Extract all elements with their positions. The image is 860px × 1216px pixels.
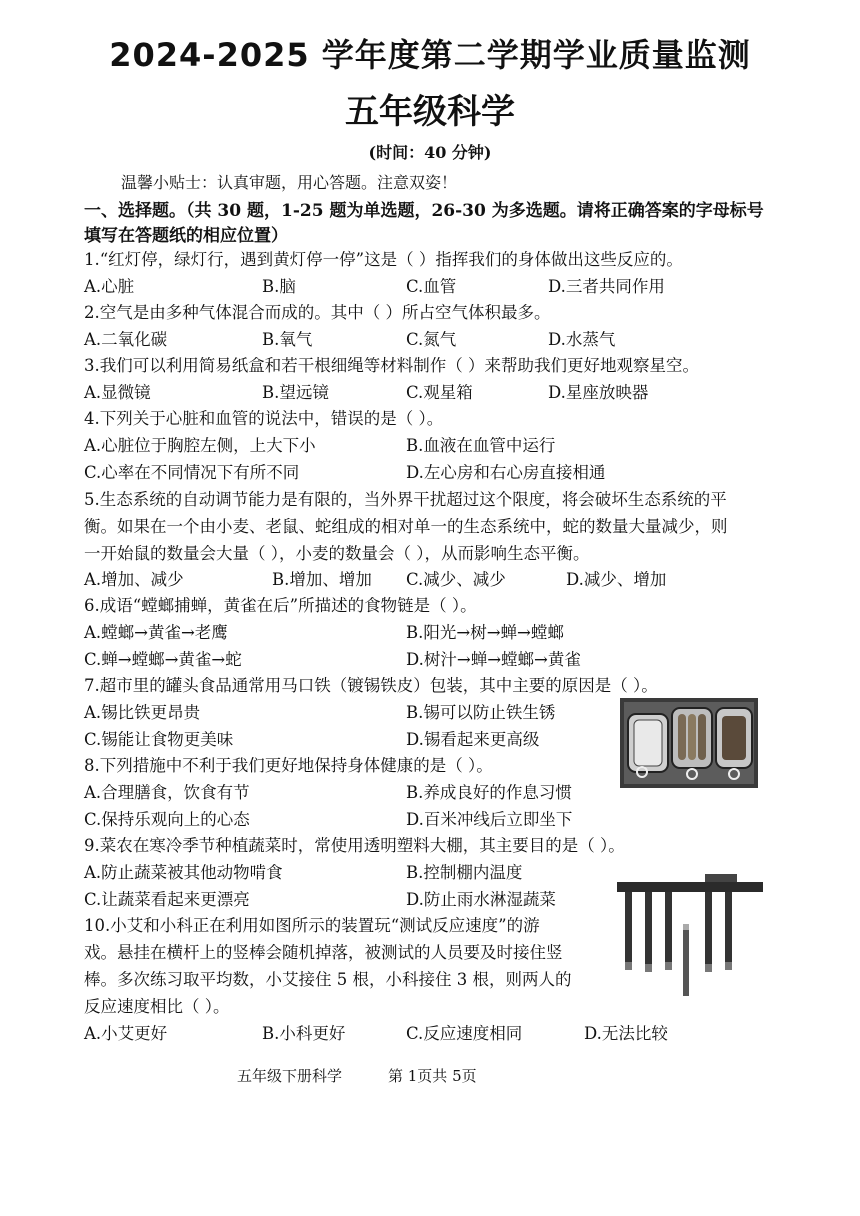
q10-option-b: B.小科更好 (262, 1024, 346, 1043)
section-heading-line2: 填写在答题纸的相应位置） (84, 226, 288, 246)
q1-option-a: A.心脏 (84, 277, 135, 296)
q9-option-a: A.防止蔬菜被其他动物啃食 (84, 863, 283, 882)
q4-option-b: B.血液在血管中运行 (406, 436, 556, 455)
q5-option-a: A.增加、减少 (84, 570, 184, 589)
q3-option-d: D.星座放映器 (548, 383, 649, 402)
q8-option-c: C.保持乐观向上的心态 (84, 810, 250, 829)
q8-option-d: D.百米冲线后立即坐下 (406, 810, 573, 829)
q5-option-d: D.减少、增加 (566, 570, 667, 589)
q2-option-d: D.水蒸气 (548, 330, 616, 349)
question-10-line4: 反应速度相比（ ）。 (84, 997, 230, 1016)
question-3-stem: 3.我们可以利用简易纸盒和若干根细绳等材料制作（ ）来帮助我们更好地观察星空。 (84, 356, 699, 375)
q6-option-a: A.螳螂→黄雀→老鹰 (84, 623, 228, 642)
question-4-stem: 4.下列关于心脏和血管的说法中，错误的是（ ）。 (84, 409, 444, 428)
exam-title: 2024-2025 学年度第二学期学业质量监测 (109, 36, 751, 74)
q1-option-c: C.血管 (406, 277, 457, 296)
exam-time: (时间：40 分钟) (368, 143, 492, 162)
q4-option-d: D.左心房和右心房直接相通 (406, 463, 606, 482)
question-7-stem: 7.超市里的罐头食品通常用马口铁（镀锡铁皮）包装，其中主要的原因是（ ）。 (84, 676, 658, 695)
question-5-line1: 5.生态系统的自动调节能力是有限的，当外界干扰超过这个限度，将会破坏生态系统的平 (84, 490, 727, 509)
question-1-stem: 1.“红灯停，绿灯行，遇到黄灯停一停”这是（ ）指挥我们的身体做出这些反应的。 (84, 250, 683, 269)
q6-option-b: B.阳光→树→蝉→螳螂 (406, 623, 564, 642)
q6-option-c: C.蝉→螳螂→黄雀→蛇 (84, 650, 242, 669)
q1-option-b: B.脑 (262, 277, 296, 296)
question-2-stem: 2.空气是由多种气体混合而成的。其中（ ）所占空气体积最多。 (84, 303, 551, 322)
footer-page-number: 第 1页共 5页 (388, 1067, 477, 1085)
q6-option-d: D.树汁→蝉→螳螂→黄雀 (406, 650, 581, 669)
q7-option-c: C.锡能让食物更美味 (84, 730, 234, 749)
q10-option-d: D.无法比较 (584, 1024, 668, 1043)
q4-option-c: C.心率在不同情况下有所不同 (84, 463, 300, 482)
q7-option-a: A.锡比铁更昂贵 (84, 703, 201, 722)
section-heading-line1: 一、选择题。（共 30 题，1-25 题为单选题，26-30 为多选题。请将正确答案的字母标号 (84, 201, 764, 221)
question-10-line3: 棒。多次练习取平均数，小艾接住 5 根，小科接住 3 根，则两人的 (84, 970, 572, 989)
footer-book: 五年级下册科学 (237, 1067, 343, 1085)
q10-option-a: A.小艾更好 (84, 1024, 168, 1043)
q10-option-c: C.反应速度相同 (406, 1024, 523, 1043)
q9-option-c: C.让蔬菜看起来更漂亮 (84, 890, 250, 909)
q4-option-a: A.心脏位于胸腔左侧，上大下小 (84, 436, 316, 455)
q5-option-b: B.增加、增加 (272, 570, 372, 589)
q3-option-b: B.望远镜 (262, 383, 329, 402)
q3-option-c: C.观星箱 (406, 383, 473, 402)
q2-option-c: C.氮气 (406, 330, 457, 349)
reaction-test-apparatus-image (615, 866, 765, 1001)
question-10-line2: 戏。悬挂在横杆上的竖棒会随机掉落，被测试的人员要及时接住竖 (84, 943, 563, 962)
question-9-stem: 9.菜农在寒冷季节种植蔬菜时，常使用透明塑料大棚，其主要目的是（ ）。 (84, 836, 625, 855)
q5-option-c: C.减少、减少 (406, 570, 506, 589)
question-5-line3: 一开始鼠的数量会大量（ ），小麦的数量会（ ），从而影响生态平衡。 (84, 544, 590, 563)
q3-option-a: A.显微镜 (84, 383, 151, 402)
tip-text: 温馨小贴士：认真审题，用心答题。注意双姿！ (121, 173, 458, 192)
question-10-line1: 10.小艾和小科正在利用如图所示的装置玩“测试反应速度”的游 (84, 916, 540, 935)
q8-option-b: B.养成良好的作息习惯 (406, 783, 572, 802)
canned-food-image (620, 698, 758, 788)
question-6-stem: 6.成语“螳螂捕蝉，黄雀在后”所描述的食物链是（ ）。 (84, 596, 477, 615)
q2-option-a: A.二氧化碳 (84, 330, 168, 349)
q1-option-d: D.三者共同作用 (548, 277, 665, 296)
q9-option-b: B.控制棚内温度 (406, 863, 523, 882)
q7-option-d: D.锡看起来更高级 (406, 730, 540, 749)
question-8-stem: 8.下列措施中不利于我们更好地保持身体健康的是（ ）。 (84, 756, 493, 775)
question-5-line2: 衡。如果在一个由小麦、老鼠、蛇组成的相对单一的生态系统中，蛇的数量大量减少，则 (84, 517, 728, 536)
q2-option-b: B.氧气 (262, 330, 313, 349)
q7-option-b: B.锡可以防止铁生锈 (406, 703, 556, 722)
q9-option-d: D.防止雨水淋湿蔬菜 (406, 890, 556, 909)
subject-title: 五年级科学 (345, 92, 515, 132)
q8-option-a: A.合理膳食，饮食有节 (84, 783, 250, 802)
